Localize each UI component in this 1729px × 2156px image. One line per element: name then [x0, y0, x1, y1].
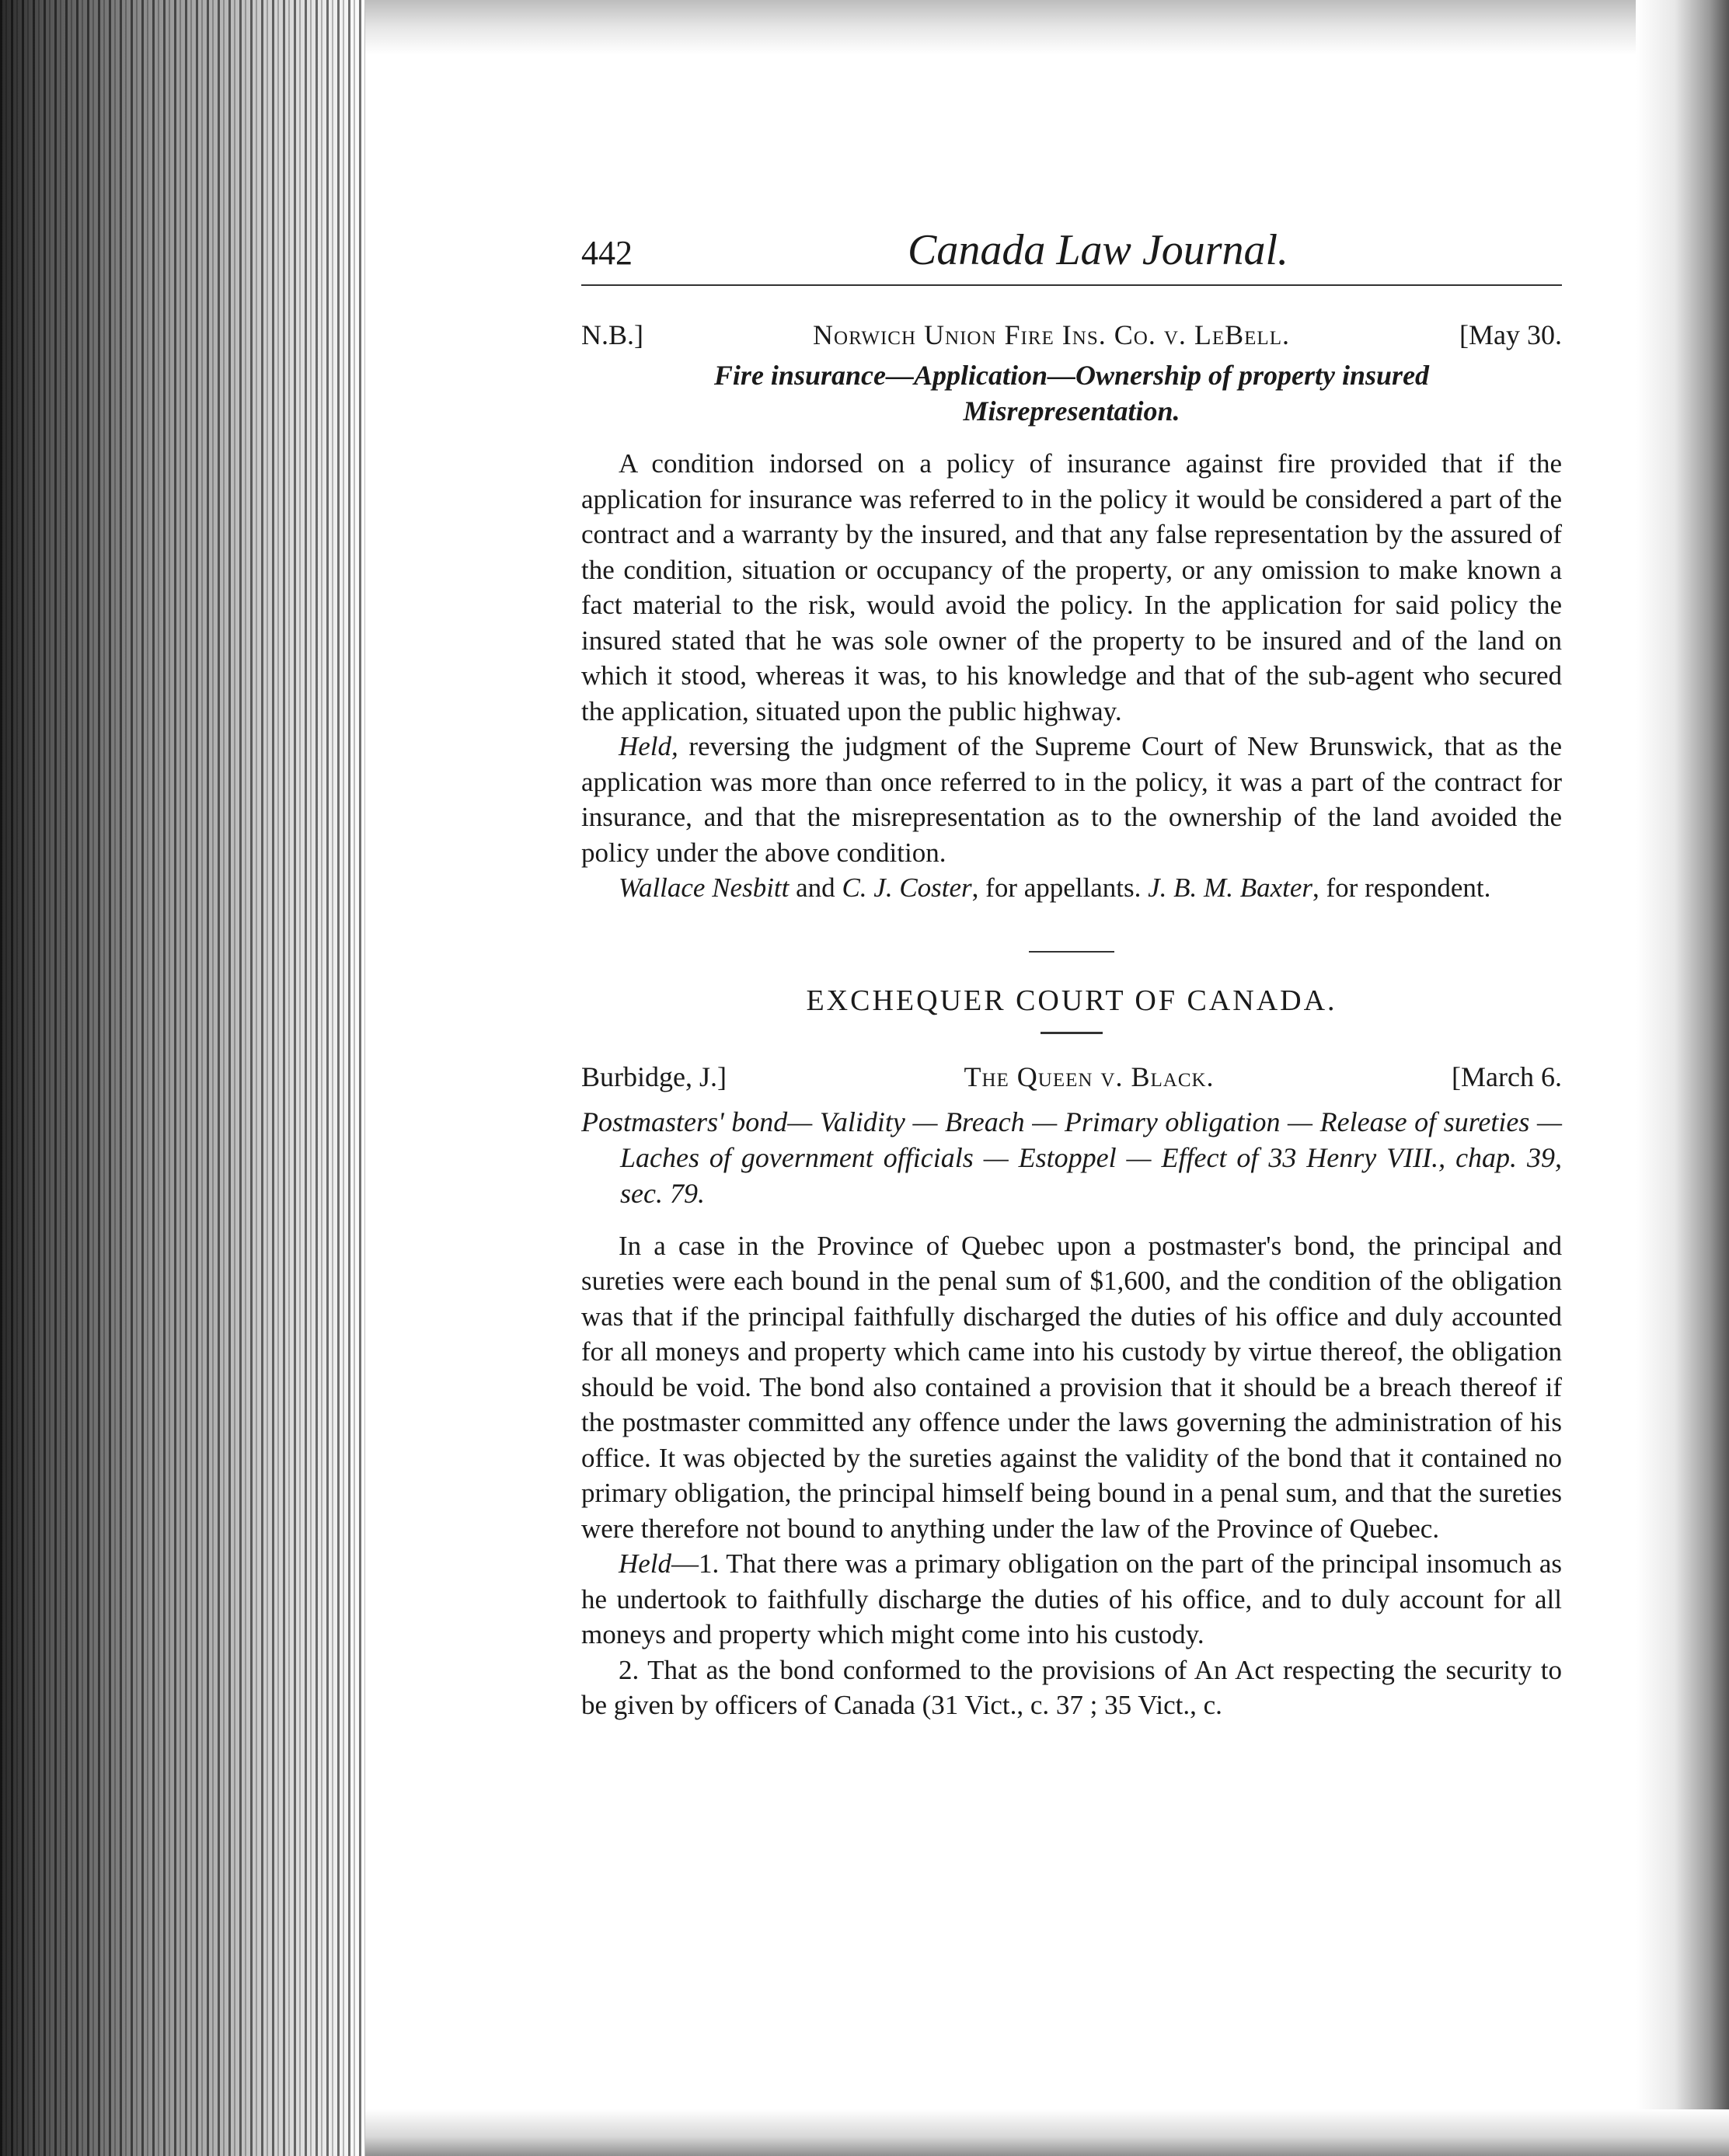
case-held-paragraph [581, 729, 1562, 870]
case-subject [581, 357, 1562, 429]
court-title-rule [1041, 1032, 1103, 1034]
counsel-name-1: Wallace Nesbitt [619, 873, 790, 903]
counsel-join: and [789, 873, 842, 903]
scan-bottom-edge [365, 2109, 1729, 2156]
case-facts-paragraph-2: In a case in the Province of Quebec upon a postmaster's bond, the principal and sureties were each bound in the penal sum of $1,600, and the condition of the obligation was that if the principal faithfully discharged the duties of his office and duly accounted for all moneys and property which came into his custody by virtue thereof, the obligation should be void. The bond also contained a provision that it should be a breach thereof if the postmaster committed any offence under the laws governing the administration of his office. It was objected by the sureties against the validity of the bond that it contained no primary obligation, the principal himself being bound in a penal sum, and that the sureties were therefore not bound to anything under the law of the Province of Quebec. [581, 1230, 1562, 1544]
held-text-2: —1. That there was a primary obligation on the part of the principal insomuch as he undertook to faithfully discharge the duties of his office, and to duly account for all moneys and property which might come into his custody. [581, 1548, 1562, 1649]
counsel-role-respondent: , for respondent. [1312, 873, 1491, 903]
scan-top-edge [365, 0, 1729, 54]
case-judge: Burbidge, J.] [581, 1061, 727, 1092]
counsel-name-3: J. B. M. Baxter [1148, 873, 1313, 903]
court-section-title: EXCHEQUER COURT OF CANADA. [806, 984, 1337, 1017]
counsel-role-appellants: , for appellants. [971, 873, 1149, 903]
case-subject-line-2: Misrepresentation. [963, 395, 1180, 427]
case-date: [May 30. [1459, 319, 1562, 350]
case-date-2: [March 6. [1452, 1061, 1562, 1092]
counsel-name-2: C. J. Coster [842, 873, 972, 903]
running-head [581, 225, 1562, 286]
held-label-2: Held [619, 1548, 672, 1579]
scan-right-edge [1636, 0, 1729, 2156]
case-facts-paragraph: A condition indorsed on a policy of insurance against fire provided that if the application for insurance was referred to in the policy it would be considered a part of the contract and a warranty by the insured, and that any false representation by the assured of the condition, situation or occupancy of the property, or any omission to make known a fact material to the risk, would avoid the policy. In the application for said policy the insured stated that he was sole owner of the property to be insured and of the land on which it stood, whereas it was, to his knowledge and that of the sub-agent who secured the application, situated upon the public highway. [581, 448, 1562, 726]
scan-binding-edge [0, 0, 365, 2156]
case-second-holding: 2. That as the bond conformed to the provisions of An Act respecting the security to be given by officers of Canada (31 Vict., c. 37 ; 35 Vict., c. [581, 1654, 1562, 1720]
case-title: Norwich Union Fire Ins. Co. v. LeBell. [813, 319, 1290, 350]
case-heading-1 [581, 319, 1562, 351]
journal-page [581, 225, 1562, 1723]
case-title-2: The Queen v. Black. [964, 1061, 1215, 1092]
page-number: 442 [581, 234, 633, 272]
case-counsel-paragraph [581, 870, 1562, 906]
section-divider [1029, 951, 1114, 953]
case-held-paragraph-2 [581, 1546, 1562, 1653]
held-label: Held, [619, 731, 678, 761]
case-subject-2: Postmasters' bond— Validity — Breach — Primary obligation — Release of sureties — Laches of government officials — Estoppel — Effect of 33 Henry VIII., chap. 39, sec. 79. [581, 1106, 1562, 1209]
journal-title: Canada Law Journal. [908, 226, 1289, 274]
case-heading-2 [581, 1061, 1562, 1093]
case-court: N.B.] [581, 319, 643, 350]
case-subject-line-1: Fire insurance—Application—Ownership of property insured [713, 360, 1430, 391]
held-text: reversing the judgment of the Supreme Court of New Brunswick, that as the application was more than once referred to in the policy, it was a part of the contract for insurance, and that the misrepresentation as to the ownership of the land avoided the policy under the above condition. [581, 731, 1562, 868]
